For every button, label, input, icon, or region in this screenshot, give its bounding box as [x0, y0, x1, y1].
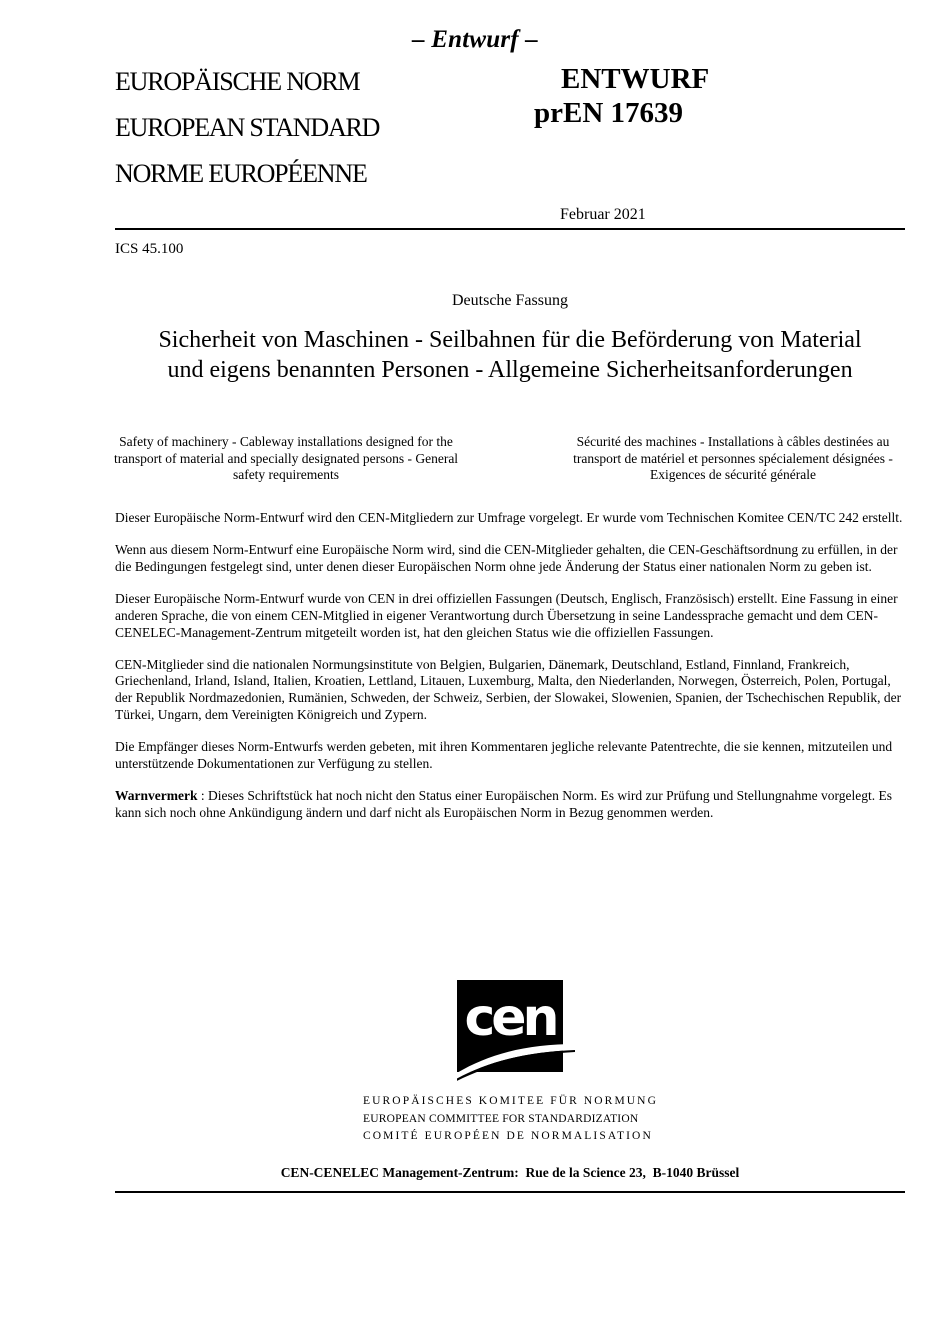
- publication-date: Februar 2021: [560, 206, 646, 223]
- warning-paragraph: [115, 788, 910, 821]
- draft-identifier: [534, 62, 714, 130]
- warning-label: Warnvermerk: [115, 787, 198, 803]
- standard-number: prEN 17639: [534, 97, 684, 129]
- paragraph-umfrage: Dieser Europäische Norm-Entwurf wird den CEN-Mitgliedern zur Umfrage vorgelegt. Er wurde vom Technischen Komitee CEN/TC 242 erstellt.: [115, 510, 903, 525]
- management-centre-address: CEN-CENELEC Management-Zentrum: Rue de la Science 23, B-1040 Brüssel: [280, 1165, 740, 1180]
- norm-name-fr: NORME EUROPÉENNE: [115, 159, 367, 188]
- draft-banner: – Entwurf –: [412, 26, 538, 53]
- norm-name-de: EUROPÄISCHE NORM: [115, 67, 360, 96]
- footer-divider: [115, 1191, 905, 1193]
- committee-names: [363, 1093, 658, 1146]
- paragraph-mitglieder: CEN-Mitglieder sind die nationalen Normungsinstitute von Belgien, Bulgarien, Dänemark, Deutschland, Estland, Finnland, Frankreich, Griechenland, Irland, Island, Italien, Kroatien, Lettland, Litauen, Luxemburg, Malta, den Niederlanden, Norwegen, Österreich, Polen, Portugal, der Republik Nordmazedonien, Rumänien, Schweden, der Schweiz, Serbien, der Slowakei, Slowenien, Spanien, der Tschechischen Republik, der Türkei, Ungarn, dem Vereinigten Königreich und Zypern.: [115, 656, 902, 722]
- body-text: [115, 510, 910, 837]
- committee-name-fr: COMITÉ EUROPÉEN DE NORMALISATION: [363, 1130, 653, 1143]
- logo-text: cen: [464, 988, 556, 1048]
- ics-code: ICS 45.100: [115, 241, 184, 257]
- norm-name-en: EUROPEAN STANDARD: [115, 113, 380, 142]
- draft-label: ENTWURF: [561, 63, 710, 95]
- main-title: Sicherheit von Maschinen - Seilbahnen für die Beförderung von Material und eigens benannten Personen - Allgemeine Sicherheitsanforderungen: [158, 327, 862, 383]
- language-version: Deutsche Fassung: [452, 292, 568, 309]
- committee-name-en: EUROPEAN COMMITTEE FOR STANDARDIZATION: [363, 1112, 639, 1125]
- title-english: Safety of machinery - Cableway installations designed for the transport of material and specially designated persons - General safety requirements: [113, 434, 459, 483]
- cen-logo: [457, 980, 579, 1084]
- title-french: Sécurité des machines - Installations à câbles destinées au transport de matériel et personnes spécialement désignées - Exigences de sécurité générale: [573, 434, 893, 483]
- header-divider: [115, 228, 905, 230]
- committee-name-de: EUROPÄISCHES KOMITEE FÜR NORMUNG: [363, 1095, 658, 1107]
- warning-text: : Dieses Schriftstück hat noch nicht den Status einer Europäischen Norm. Es wird zur Prüfung und Stellungnahme vorgelegt. Es kann sich noch ohne Ankündigung ändern und darf nicht als Europäischen Norm in Bezug genommen werden.: [115, 787, 892, 820]
- paragraph-fassungen: Dieser Europäische Norm-Entwurf wurde von CEN in drei offiziellen Fassungen (Deutsch, Englisch, Französisch) erstellt. Eine Fassung in einer anderen Sprache, die von einem CEN-Mitglied in eigener Verantwortung durch Übersetzung in seine Landessprache gemacht und dem CEN-CENELEC-Management-Zentrum mitgeteilt worden ist, hat den gleichen Status wie die offiziellen Fassungen.: [115, 591, 898, 640]
- norm-names: [115, 64, 379, 202]
- paragraph-patente: Die Empfänger dieses Norm-Entwurfs werden gebeten, mit ihren Kommentaren jegliche relevante Patentrechte, die sie kennen, mitzuteilen und unterstützende Dokumentationen zur Verfügung zu stellen.: [115, 739, 893, 771]
- paragraph-status: Wenn aus diesem Norm-Entwurf eine Europäische Norm wird, sind die CEN-Mitglieder gehalten, die CEN-Geschäftsordnung zu erfüllen, in der die Bedingungen festgelegt sind, unter denen dieser Europäischen Norm ohne jede Änderung der Status einer nationalen Norm zu geben ist.: [115, 542, 898, 574]
